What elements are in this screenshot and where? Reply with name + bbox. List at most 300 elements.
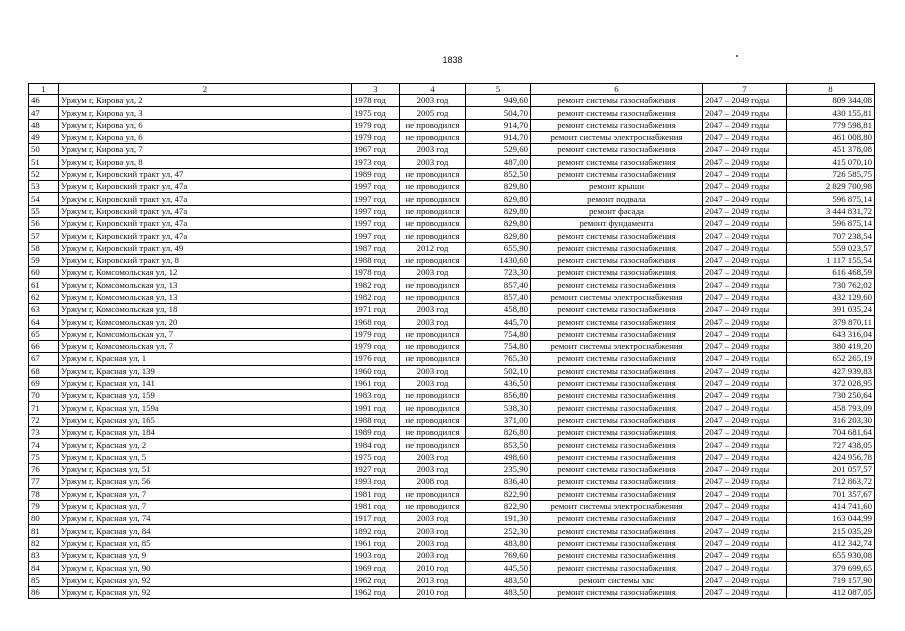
row-number-cell: 54: [29, 193, 59, 205]
area-cell: 483,80: [466, 537, 531, 549]
cost-cell: 616 468,59: [787, 267, 875, 279]
last-repair-cell: 2003 год: [400, 525, 466, 537]
row-number-cell: 46: [29, 95, 59, 107]
area-cell: 754,80: [466, 328, 531, 340]
period-cell: 2047 – 2049 годы: [703, 254, 787, 266]
period-cell: 2047 – 2049 годы: [703, 242, 787, 254]
last-repair-cell: 2010 год: [400, 562, 466, 574]
build-year-cell: 1975 год: [352, 107, 400, 119]
area-cell: 504,70: [466, 107, 531, 119]
table-row: [29, 574, 875, 586]
area-cell: 483,50: [466, 586, 531, 598]
work-type-cell: ремонт системы газоснабжения: [531, 267, 703, 279]
area-cell: 822,90: [466, 488, 531, 500]
table-row: [29, 340, 875, 352]
period-cell: 2047 – 2049 годы: [703, 586, 787, 598]
row-number-cell: 53: [29, 181, 59, 193]
cost-cell: 215 035,29: [787, 525, 875, 537]
row-number-cell: 62: [29, 291, 59, 303]
table-row: [29, 439, 875, 451]
row-number-cell: 63: [29, 304, 59, 316]
work-type-cell: ремонт системы хвс: [531, 574, 703, 586]
build-year-cell: 1969 год: [352, 562, 400, 574]
last-repair-cell: не проводился: [400, 390, 466, 402]
cost-cell: 809 344,08: [787, 95, 875, 107]
build-year-cell: 1982 год: [352, 279, 400, 291]
build-year-cell: 1967 год: [352, 144, 400, 156]
row-number-cell: 71: [29, 402, 59, 414]
address-cell: Уржум г, Красная ул, 7: [59, 488, 352, 500]
last-repair-cell: не проводился: [400, 291, 466, 303]
table-row: [29, 316, 875, 328]
area-cell: 371,00: [466, 414, 531, 426]
row-number-cell: 67: [29, 353, 59, 365]
table-row: [29, 205, 875, 217]
address-cell: Уржум г, Красная ул, 56: [59, 476, 352, 488]
period-cell: 2047 – 2049 годы: [703, 414, 787, 426]
last-repair-cell: не проводился: [400, 193, 466, 205]
cost-cell: 412 342,74: [787, 537, 875, 549]
work-type-cell: ремонт системы газоснабжения: [531, 451, 703, 463]
cost-cell: 201 057,57: [787, 463, 875, 475]
last-repair-cell: не проводился: [400, 131, 466, 143]
period-cell: 2047 – 2049 годы: [703, 549, 787, 561]
work-type-cell: ремонт системы газоснабжения: [531, 304, 703, 316]
cost-cell: 316 203,30: [787, 414, 875, 426]
row-number-cell: 77: [29, 476, 59, 488]
work-type-cell: ремонт системы электроснабжения: [531, 291, 703, 303]
address-cell: Уржум г, Красная ул, 51: [59, 463, 352, 475]
last-repair-cell: 2003 год: [400, 144, 466, 156]
work-type-cell: ремонт системы газоснабжения: [531, 279, 703, 291]
address-cell: Уржум г, Красная ул, 141: [59, 377, 352, 389]
work-type-cell: ремонт системы газоснабжения: [531, 586, 703, 598]
period-cell: 2047 – 2049 годы: [703, 365, 787, 377]
area-cell: 765,30: [466, 353, 531, 365]
row-number-cell: 58: [29, 242, 59, 254]
last-repair-cell: 2003 год: [400, 304, 466, 316]
table-row: [29, 365, 875, 377]
work-type-cell: ремонт системы газоснабжения: [531, 537, 703, 549]
area-cell: 914,70: [466, 131, 531, 143]
last-repair-cell: 2003 год: [400, 377, 466, 389]
cost-cell: 712 863,72: [787, 476, 875, 488]
address-cell: Уржум г, Красная ул, 139: [59, 365, 352, 377]
last-repair-cell: 2003 год: [400, 549, 466, 561]
address-cell: Уржум г, Красная ул, 7: [59, 500, 352, 512]
work-type-cell: ремонт системы газоснабжения: [531, 316, 703, 328]
cost-cell: 458 793,09: [787, 402, 875, 414]
table-row: [29, 525, 875, 537]
row-number-cell: 66: [29, 340, 59, 352]
work-type-cell: ремонт системы газоснабжения: [531, 402, 703, 414]
row-number-cell: 57: [29, 230, 59, 242]
header-cell: 3: [352, 84, 400, 95]
row-number-cell: 59: [29, 254, 59, 266]
address-cell: Уржум г, Красная ул, 92: [59, 574, 352, 586]
address-cell: Уржум г, Комсомольская ул, 7: [59, 340, 352, 352]
row-number-cell: 47: [29, 107, 59, 119]
area-cell: 529,60: [466, 144, 531, 156]
period-cell: 2047 – 2049 годы: [703, 267, 787, 279]
address-cell: Уржум г, Кирова ул, 6: [59, 131, 352, 143]
row-number-cell: 76: [29, 463, 59, 475]
table-row: [29, 193, 875, 205]
cost-cell: 730 762,02: [787, 279, 875, 291]
row-number-cell: 68: [29, 365, 59, 377]
area-cell: 723,30: [466, 267, 531, 279]
build-year-cell: 1988 год: [352, 254, 400, 266]
cost-cell: 391 035,24: [787, 304, 875, 316]
address-cell: Уржум г, Красная ул, 165: [59, 414, 352, 426]
build-year-cell: 1917 год: [352, 513, 400, 525]
work-type-cell: ремонт системы газоснабжения: [531, 242, 703, 254]
header-cell: 1: [29, 84, 59, 95]
period-cell: 2047 – 2049 годы: [703, 476, 787, 488]
period-cell: 2047 – 2049 годы: [703, 205, 787, 217]
period-cell: 2047 – 2049 годы: [703, 119, 787, 131]
cost-cell: 701 357,67: [787, 488, 875, 500]
period-cell: 2047 – 2049 годы: [703, 377, 787, 389]
period-cell: 2047 – 2049 годы: [703, 328, 787, 340]
table-row: [29, 586, 875, 598]
table-row: [29, 500, 875, 512]
area-cell: 436,50: [466, 377, 531, 389]
table-row: [29, 181, 875, 193]
table-row: [29, 107, 875, 119]
address-cell: Уржум г, Кировский тракт ул, 47а: [59, 205, 352, 217]
address-cell: Уржум г, Комсомольская ул, 12: [59, 267, 352, 279]
address-cell: Уржум г, Красная ул, 1: [59, 353, 352, 365]
table-row: [29, 562, 875, 574]
last-repair-cell: 2003 год: [400, 513, 466, 525]
row-number-cell: 60: [29, 267, 59, 279]
address-cell: Уржум г, Комсомольская ул, 7: [59, 328, 352, 340]
build-year-cell: 1993 год: [352, 476, 400, 488]
area-cell: 829,80: [466, 181, 531, 193]
row-number-cell: 79: [29, 500, 59, 512]
area-cell: 458,80: [466, 304, 531, 316]
build-year-cell: 1997 год: [352, 230, 400, 242]
area-cell: 836,40: [466, 476, 531, 488]
table-row: [29, 119, 875, 131]
cost-cell: 596 875,14: [787, 217, 875, 229]
build-year-cell: 1981 год: [352, 500, 400, 512]
cost-cell: 719 157,90: [787, 574, 875, 586]
period-cell: 2047 – 2049 годы: [703, 439, 787, 451]
build-year-cell: 1962 год: [352, 574, 400, 586]
last-repair-cell: 2003 год: [400, 267, 466, 279]
last-repair-cell: 2003 год: [400, 95, 466, 107]
cost-cell: 727 438,05: [787, 439, 875, 451]
row-number-cell: 80: [29, 513, 59, 525]
period-cell: 2047 – 2049 годы: [703, 304, 787, 316]
build-year-cell: 1978 год: [352, 267, 400, 279]
build-year-cell: 1979 год: [352, 340, 400, 352]
area-cell: 829,80: [466, 193, 531, 205]
area-cell: 949,60: [466, 95, 531, 107]
last-repair-cell: не проводился: [400, 427, 466, 439]
row-number-cell: 56: [29, 217, 59, 229]
work-type-cell: ремонт системы газоснабжения: [531, 365, 703, 377]
area-cell: 829,80: [466, 205, 531, 217]
address-cell: Уржум г, Кировский тракт ул, 47а: [59, 181, 352, 193]
address-cell: Уржум г, Кировский тракт ул, 47а: [59, 230, 352, 242]
area-cell: 445,50: [466, 562, 531, 574]
last-repair-cell: не проводился: [400, 181, 466, 193]
cost-cell: 559 023,57: [787, 242, 875, 254]
period-cell: 2047 – 2049 годы: [703, 537, 787, 549]
build-year-cell: 1903 год: [352, 549, 400, 561]
work-type-cell: ремонт системы газоснабжения: [531, 156, 703, 168]
address-cell: Уржум г, Красная ул, 184: [59, 427, 352, 439]
address-cell: Уржум г, Комсомольская ул, 13: [59, 291, 352, 303]
build-year-cell: 1978 год: [352, 95, 400, 107]
build-year-cell: 1968 год: [352, 316, 400, 328]
period-cell: 2047 – 2049 годы: [703, 144, 787, 156]
address-cell: Уржум г, Красная ул, 90: [59, 562, 352, 574]
cost-cell: 379 699,65: [787, 562, 875, 574]
period-cell: 2047 – 2049 годы: [703, 107, 787, 119]
table-row: [29, 402, 875, 414]
build-year-cell: 1979 год: [352, 131, 400, 143]
table-row: [29, 328, 875, 340]
row-number-cell: 55: [29, 205, 59, 217]
period-cell: 2047 – 2049 годы: [703, 181, 787, 193]
build-year-cell: 1962 год: [352, 586, 400, 598]
row-number-cell: 75: [29, 451, 59, 463]
last-repair-cell: 2003 год: [400, 463, 466, 475]
area-cell: 502,10: [466, 365, 531, 377]
build-year-cell: 1892 год: [352, 525, 400, 537]
row-number-cell: 74: [29, 439, 59, 451]
row-number-cell: 64: [29, 316, 59, 328]
work-type-cell: ремонт системы газоснабжения: [531, 328, 703, 340]
build-year-cell: 1981 год: [352, 488, 400, 500]
row-number-cell: 84: [29, 562, 59, 574]
cost-cell: 379 870,11: [787, 316, 875, 328]
address-cell: Уржум г, Кировский тракт ул, 8: [59, 254, 352, 266]
last-repair-cell: 2013 год: [400, 574, 466, 586]
address-cell: Уржум г, Красная ул, 9: [59, 549, 352, 561]
build-year-cell: 1979 год: [352, 328, 400, 340]
work-type-cell: ремонт системы газоснабжения: [531, 414, 703, 426]
cost-cell: 424 956,78: [787, 451, 875, 463]
address-cell: Уржум г, Красная ул, 92: [59, 586, 352, 598]
build-year-cell: 1960 год: [352, 365, 400, 377]
address-cell: Уржум г, Красная ул, 74: [59, 513, 352, 525]
address-cell: Уржум г, Красная ул, 2: [59, 439, 352, 451]
area-cell: 538,30: [466, 402, 531, 414]
table-row: [29, 537, 875, 549]
build-year-cell: 1976 год: [352, 353, 400, 365]
table-row: [29, 427, 875, 439]
period-cell: 2047 – 2049 годы: [703, 427, 787, 439]
build-year-cell: 1984 год: [352, 439, 400, 451]
address-cell: Уржум г, Кировский тракт ул, 47а: [59, 217, 352, 229]
work-type-cell: ремонт системы газоснабжения: [531, 254, 703, 266]
table-row: [29, 95, 875, 107]
table-row: [29, 549, 875, 561]
area-cell: 853,50: [466, 439, 531, 451]
work-type-cell: ремонт системы газоснабжения: [531, 95, 703, 107]
build-year-cell: 1987 год: [352, 242, 400, 254]
period-cell: 2047 – 2049 годы: [703, 316, 787, 328]
build-year-cell: 1997 год: [352, 217, 400, 229]
last-repair-cell: не проводился: [400, 119, 466, 131]
cost-cell: 1 117 155,54: [787, 254, 875, 266]
build-year-cell: 1989 год: [352, 427, 400, 439]
address-cell: Уржум г, Красная ул, 159а: [59, 402, 352, 414]
work-type-cell: ремонт системы газоснабжения: [531, 168, 703, 180]
cost-cell: 461 008,80: [787, 131, 875, 143]
address-cell: Уржум г, Кирова ул, 2: [59, 95, 352, 107]
period-cell: 2047 – 2049 годы: [703, 279, 787, 291]
area-cell: 754,80: [466, 340, 531, 352]
period-cell: 2047 – 2049 годы: [703, 451, 787, 463]
cost-cell: 779 598,81: [787, 119, 875, 131]
work-type-cell: ремонт системы газоснабжения: [531, 549, 703, 561]
row-number-cell: 61: [29, 279, 59, 291]
work-type-cell: ремонт фасада: [531, 205, 703, 217]
period-cell: 2047 – 2049 годы: [703, 390, 787, 402]
cost-cell: 415 070,10: [787, 156, 875, 168]
address-cell: Уржум г, Красная ул, 159: [59, 390, 352, 402]
last-repair-cell: не проводился: [400, 217, 466, 229]
cost-cell: 380 419,20: [787, 340, 875, 352]
cost-cell: 726 585,75: [787, 168, 875, 180]
row-number-cell: 78: [29, 488, 59, 500]
area-cell: 483,50: [466, 574, 531, 586]
period-cell: 2047 – 2049 годы: [703, 156, 787, 168]
area-cell: 655,90: [466, 242, 531, 254]
period-cell: 2047 – 2049 годы: [703, 230, 787, 242]
period-cell: 2047 – 2049 годы: [703, 168, 787, 180]
address-cell: Уржум г, Кировский тракт ул, 49: [59, 242, 352, 254]
last-repair-cell: 2003 год: [400, 156, 466, 168]
work-type-cell: ремонт системы электроснабжения: [531, 500, 703, 512]
last-repair-cell: не проводился: [400, 414, 466, 426]
build-year-cell: 1997 год: [352, 181, 400, 193]
work-type-cell: ремонт системы электроснабжения: [531, 131, 703, 143]
row-number-cell: 50: [29, 144, 59, 156]
work-type-cell: ремонт системы электроснабжения: [531, 340, 703, 352]
cost-cell: 3 444 831,72: [787, 205, 875, 217]
build-year-cell: 1979 год: [352, 119, 400, 131]
work-type-cell: ремонт системы газоснабжения: [531, 144, 703, 156]
last-repair-cell: 2005 год: [400, 107, 466, 119]
table-row: [29, 230, 875, 242]
table-row: [29, 242, 875, 254]
area-cell: 487,00: [466, 156, 531, 168]
period-cell: 2047 – 2049 годы: [703, 488, 787, 500]
cost-cell: 432 129,60: [787, 291, 875, 303]
cost-cell: 414 741,60: [787, 500, 875, 512]
address-cell: Уржум г, Комсомольская ул, 13: [59, 279, 352, 291]
area-cell: 856,80: [466, 390, 531, 402]
cost-cell: 2 829 700,98: [787, 181, 875, 193]
build-year-cell: 1989 год: [352, 168, 400, 180]
area-cell: 852,50: [466, 168, 531, 180]
area-cell: 252,30: [466, 525, 531, 537]
table-row: [29, 156, 875, 168]
table-row: [29, 291, 875, 303]
period-cell: 2047 – 2049 годы: [703, 500, 787, 512]
column-number-row: [29, 84, 875, 95]
table-row: [29, 267, 875, 279]
build-year-cell: 1927 год: [352, 463, 400, 475]
period-cell: 2047 – 2049 годы: [703, 193, 787, 205]
last-repair-cell: не проводился: [400, 279, 466, 291]
last-repair-cell: 2003 год: [400, 537, 466, 549]
cost-cell: 451 378,08: [787, 144, 875, 156]
table-row: [29, 353, 875, 365]
table-row: [29, 144, 875, 156]
work-type-cell: ремонт подвала: [531, 193, 703, 205]
address-cell: Уржум г, Кировский тракт ул, 47а: [59, 193, 352, 205]
table-row: [29, 377, 875, 389]
build-year-cell: 1961 год: [352, 377, 400, 389]
row-number-cell: 73: [29, 427, 59, 439]
row-number-cell: 52: [29, 168, 59, 180]
area-cell: 191,30: [466, 513, 531, 525]
period-cell: 2047 – 2049 годы: [703, 525, 787, 537]
area-cell: 445,70: [466, 316, 531, 328]
header-cell: 7: [703, 84, 787, 95]
table-row: [29, 463, 875, 475]
header-cell: 8: [787, 84, 875, 95]
build-year-cell: 1982 год: [352, 291, 400, 303]
area-cell: 914,70: [466, 119, 531, 131]
header-cell: 6: [531, 84, 703, 95]
address-cell: Уржум г, Красная ул, 84: [59, 525, 352, 537]
work-type-cell: ремонт системы газоснабжения: [531, 427, 703, 439]
page-number: 1838: [442, 55, 463, 65]
area-cell: 826,80: [466, 427, 531, 439]
last-repair-cell: 2008 год: [400, 476, 466, 488]
work-type-cell: ремонт системы газоснабжения: [531, 476, 703, 488]
period-cell: 2047 – 2049 годы: [703, 353, 787, 365]
area-cell: 829,80: [466, 230, 531, 242]
row-number-cell: 48: [29, 119, 59, 131]
address-cell: Уржум г, Комсомольская ул, 20: [59, 316, 352, 328]
work-type-cell: ремонт системы газоснабжения: [531, 390, 703, 402]
table-row: [29, 254, 875, 266]
work-type-cell: ремонт системы газоснабжения: [531, 107, 703, 119]
build-year-cell: 1961 год: [352, 537, 400, 549]
cost-cell: 412 087,05: [787, 586, 875, 598]
address-cell: Уржум г, Кировский тракт ул, 47: [59, 168, 352, 180]
build-year-cell: 1997 год: [352, 193, 400, 205]
header-cell: 5: [466, 84, 531, 95]
row-number-cell: 85: [29, 574, 59, 586]
last-repair-cell: не проводился: [400, 500, 466, 512]
period-cell: 2047 – 2049 годы: [703, 562, 787, 574]
work-type-cell: ремонт системы газоснабжения: [531, 463, 703, 475]
last-repair-cell: не проводился: [400, 402, 466, 414]
address-cell: Уржум г, Кирова ул, 3: [59, 107, 352, 119]
table-row: [29, 476, 875, 488]
area-cell: 822,90: [466, 500, 531, 512]
cost-cell: 430 155,81: [787, 107, 875, 119]
last-repair-cell: не проводился: [400, 340, 466, 352]
last-repair-cell: не проводился: [400, 328, 466, 340]
work-type-cell: ремонт системы газоснабжения: [531, 119, 703, 131]
work-type-cell: ремонт системы газоснабжения: [531, 488, 703, 500]
work-type-cell: ремонт системы газоснабжения: [531, 377, 703, 389]
area-cell: 857,40: [466, 291, 531, 303]
last-repair-cell: 2003 год: [400, 365, 466, 377]
